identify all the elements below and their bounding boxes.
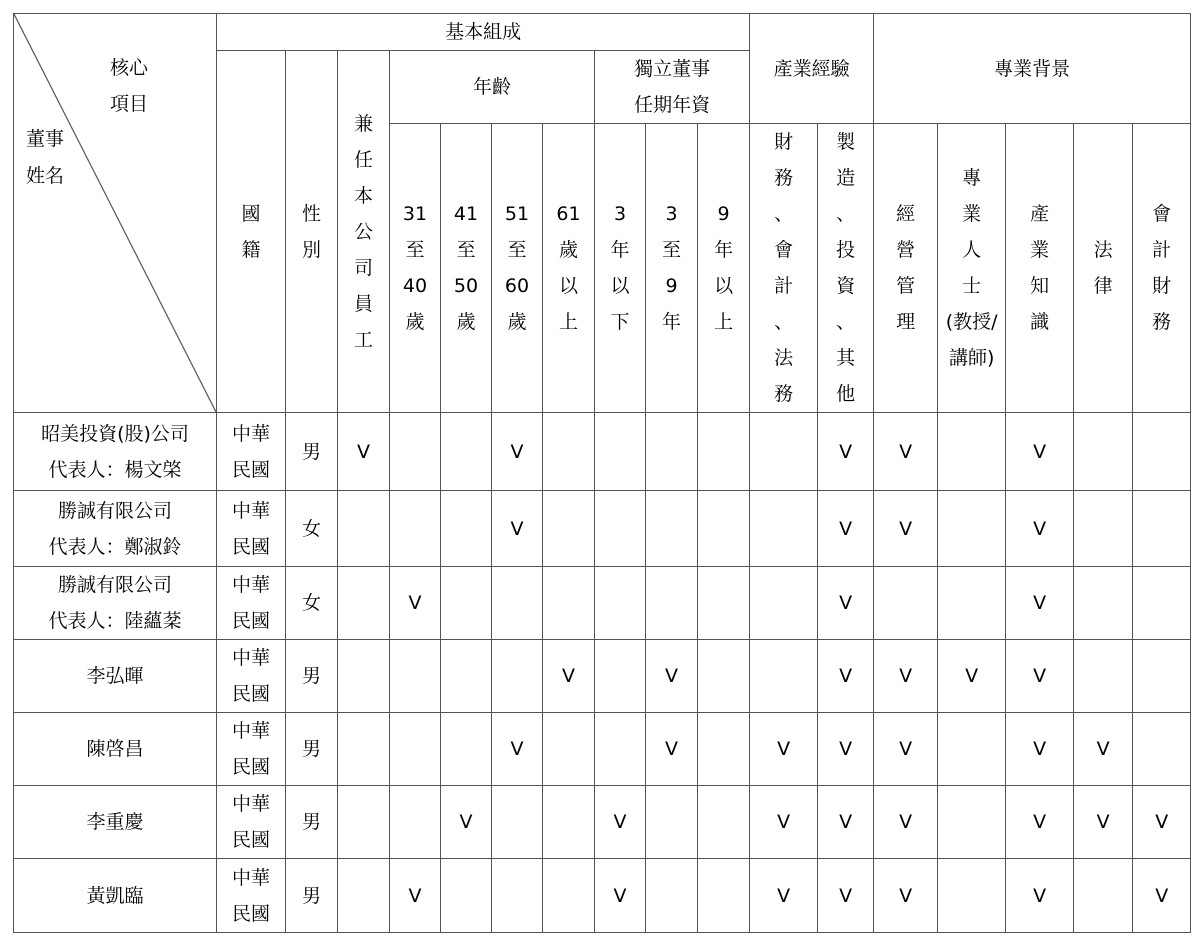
col-age-61-plus: 61 歲 以 上 (543, 124, 595, 413)
check-tenure-over-9 (698, 413, 750, 491)
check-tenure-over-9 (698, 859, 750, 933)
check-finance-accounting-legal (750, 567, 818, 640)
check-industry-knowledge: V (1006, 786, 1074, 859)
check-age-61-plus: V (543, 640, 595, 713)
director-gender: 女 (286, 491, 338, 567)
check-industry-knowledge: V (1006, 491, 1074, 567)
check-management (874, 567, 938, 640)
director-gender: 男 (286, 413, 338, 491)
check-age-31-40 (390, 640, 441, 713)
col-management: 經 營 管 理 (874, 124, 938, 413)
director-nationality: 中華 民國 (217, 491, 286, 567)
check-age-61-plus (543, 491, 595, 567)
director-gender: 男 (286, 786, 338, 859)
check-tenure-under-3 (595, 567, 646, 640)
check-finance-accounting-legal: V (750, 786, 818, 859)
director-name: 黃凱臨 (14, 859, 217, 933)
check-tenure-3-9 (646, 491, 698, 567)
check-manufacturing-investment-other: V (818, 413, 874, 491)
director-row (14, 567, 1191, 640)
check-accounting-finance (1133, 640, 1191, 713)
check-accounting-finance (1133, 413, 1191, 491)
check-law (1074, 640, 1133, 713)
check-age-31-40 (390, 786, 441, 859)
check-age-61-plus (543, 567, 595, 640)
check-manufacturing-investment-other: V (818, 713, 874, 786)
director-nationality: 中華 民國 (217, 859, 286, 933)
check-concurrent-employee (338, 786, 390, 859)
check-law (1074, 413, 1133, 491)
check-industry-knowledge: V (1006, 567, 1074, 640)
check-accounting-finance (1133, 713, 1191, 786)
check-finance-accounting-legal (750, 491, 818, 567)
col-age-41-50: 41 至 50 歲 (441, 124, 492, 413)
header-basic-composition: 基本組成 (217, 14, 750, 51)
director-gender: 男 (286, 859, 338, 933)
check-age-41-50 (441, 567, 492, 640)
check-concurrent-employee (338, 640, 390, 713)
check-age-51-60 (492, 786, 543, 859)
check-age-41-50 (441, 713, 492, 786)
header-industry-experience: 產業經驗 (750, 14, 874, 124)
col-professional: 專 業 人 士 (教授/ 講師) (938, 124, 1006, 413)
director-gender: 男 (286, 713, 338, 786)
check-tenure-under-3: V (595, 786, 646, 859)
check-tenure-over-9 (698, 786, 750, 859)
check-accounting-finance: V (1133, 859, 1191, 933)
check-law: V (1074, 713, 1133, 786)
director-name: 勝誠有限公司 代表人：陸蘊棻 (14, 567, 217, 640)
director-name: 李重慶 (14, 786, 217, 859)
check-age-51-60 (492, 859, 543, 933)
col-law: 法 律 (1074, 124, 1133, 413)
director-name: 李弘暉 (14, 640, 217, 713)
director-nationality: 中華 民國 (217, 786, 286, 859)
check-finance-accounting-legal (750, 413, 818, 491)
check-tenure-over-9 (698, 640, 750, 713)
col-tenure-under-3: 3 年 以 下 (595, 124, 646, 413)
check-professional (938, 859, 1006, 933)
check-tenure-over-9 (698, 713, 750, 786)
corner-label-directors: 董事 姓名 (26, 128, 65, 187)
col-nationality: 國 籍 (217, 51, 286, 413)
check-tenure-3-9 (646, 786, 698, 859)
corner-label-items: 核心 項目 (109, 57, 148, 115)
check-age-41-50 (441, 859, 492, 933)
col-concurrent-employee: 兼 任 本 公 司 員 工 (338, 51, 390, 413)
check-age-51-60: V (492, 491, 543, 567)
check-age-31-40 (390, 413, 441, 491)
check-manufacturing-investment-other: V (818, 567, 874, 640)
check-concurrent-employee: V (338, 413, 390, 491)
header-age: 年齡 (390, 51, 595, 124)
check-finance-accounting-legal: V (750, 713, 818, 786)
check-age-31-40 (390, 713, 441, 786)
check-tenure-3-9: V (646, 713, 698, 786)
director-row (14, 413, 1191, 491)
check-management: V (874, 413, 938, 491)
check-concurrent-employee (338, 491, 390, 567)
check-age-51-60 (492, 640, 543, 713)
check-manufacturing-investment-other: V (818, 640, 874, 713)
check-age-31-40: V (390, 859, 441, 933)
director-name: 昭美投資(股)公司 代表人：楊文棨 (14, 413, 217, 491)
col-age-51-60: 51 至 60 歲 (492, 124, 543, 413)
col-manufacturing-investment-other: 製 造 、 投 資 、 其 他 (818, 124, 874, 413)
director-name: 勝誠有限公司 代表人：鄭淑鈴 (14, 491, 217, 567)
check-management: V (874, 640, 938, 713)
check-law (1074, 491, 1133, 567)
check-law (1074, 567, 1133, 640)
check-accounting-finance (1133, 567, 1191, 640)
check-concurrent-employee (338, 567, 390, 640)
check-tenure-under-3 (595, 413, 646, 491)
check-finance-accounting-legal: V (750, 859, 818, 933)
check-tenure-3-9 (646, 859, 698, 933)
check-management: V (874, 491, 938, 567)
check-industry-knowledge: V (1006, 859, 1074, 933)
check-management: V (874, 786, 938, 859)
corner-header (14, 14, 217, 413)
check-tenure-over-9 (698, 567, 750, 640)
check-age-41-50 (441, 491, 492, 567)
col-tenure-over-9: 9 年 以 上 (698, 124, 750, 413)
col-age-31-40: 31 至 40 歲 (390, 124, 441, 413)
check-management: V (874, 713, 938, 786)
director-gender: 男 (286, 640, 338, 713)
header-professional-background: 專業背景 (874, 14, 1191, 124)
check-age-61-plus (543, 413, 595, 491)
director-row (14, 491, 1191, 567)
check-management: V (874, 859, 938, 933)
check-tenure-under-3 (595, 640, 646, 713)
director-row (14, 713, 1191, 786)
check-age-51-60 (492, 567, 543, 640)
director-gender: 女 (286, 567, 338, 640)
check-manufacturing-investment-other: V (818, 491, 874, 567)
check-industry-knowledge: V (1006, 640, 1074, 713)
check-professional: V (938, 640, 1006, 713)
check-industry-knowledge: V (1006, 713, 1074, 786)
director-nationality: 中華 民國 (217, 567, 286, 640)
check-age-61-plus (543, 859, 595, 933)
director-name: 陳啓昌 (14, 713, 217, 786)
check-tenure-over-9 (698, 491, 750, 567)
check-age-41-50 (441, 413, 492, 491)
check-tenure-under-3 (595, 713, 646, 786)
col-tenure-3-9: 3 至 9 年 (646, 124, 698, 413)
check-age-41-50 (441, 640, 492, 713)
director-row (14, 859, 1191, 933)
check-manufacturing-investment-other: V (818, 786, 874, 859)
col-gender: 性 別 (286, 51, 338, 413)
check-concurrent-employee (338, 859, 390, 933)
check-concurrent-employee (338, 713, 390, 786)
check-accounting-finance: V (1133, 786, 1191, 859)
check-tenure-3-9 (646, 413, 698, 491)
board-diversity-table (13, 13, 1191, 933)
check-accounting-finance (1133, 491, 1191, 567)
director-nationality: 中華 民國 (217, 713, 286, 786)
header-row-1 (14, 14, 1191, 51)
director-nationality: 中華 民國 (217, 640, 286, 713)
director-row (14, 640, 1191, 713)
check-law: V (1074, 786, 1133, 859)
check-professional (938, 567, 1006, 640)
check-age-51-60: V (492, 713, 543, 786)
check-age-61-plus (543, 713, 595, 786)
director-row (14, 786, 1191, 859)
col-accounting-finance: 會 計 財 務 (1133, 124, 1191, 413)
check-professional (938, 786, 1006, 859)
check-tenure-3-9 (646, 567, 698, 640)
check-tenure-under-3: V (595, 859, 646, 933)
col-finance-accounting-legal: 財 務 、 會 計 、 法 務 (750, 124, 818, 413)
check-tenure-3-9: V (646, 640, 698, 713)
check-professional (938, 713, 1006, 786)
check-age-61-plus (543, 786, 595, 859)
header-independent-tenure: 獨立董事 任期年資 (595, 51, 750, 124)
col-industry-knowledge: 產 業 知 識 (1006, 124, 1074, 413)
check-age-41-50: V (441, 786, 492, 859)
check-industry-knowledge: V (1006, 413, 1074, 491)
check-manufacturing-investment-other: V (818, 859, 874, 933)
check-professional (938, 413, 1006, 491)
check-age-31-40: V (390, 567, 441, 640)
director-nationality: 中華 民國 (217, 413, 286, 491)
check-age-51-60: V (492, 413, 543, 491)
check-finance-accounting-legal (750, 640, 818, 713)
check-age-31-40 (390, 491, 441, 567)
check-professional (938, 491, 1006, 567)
check-tenure-under-3 (595, 491, 646, 567)
check-law (1074, 859, 1133, 933)
